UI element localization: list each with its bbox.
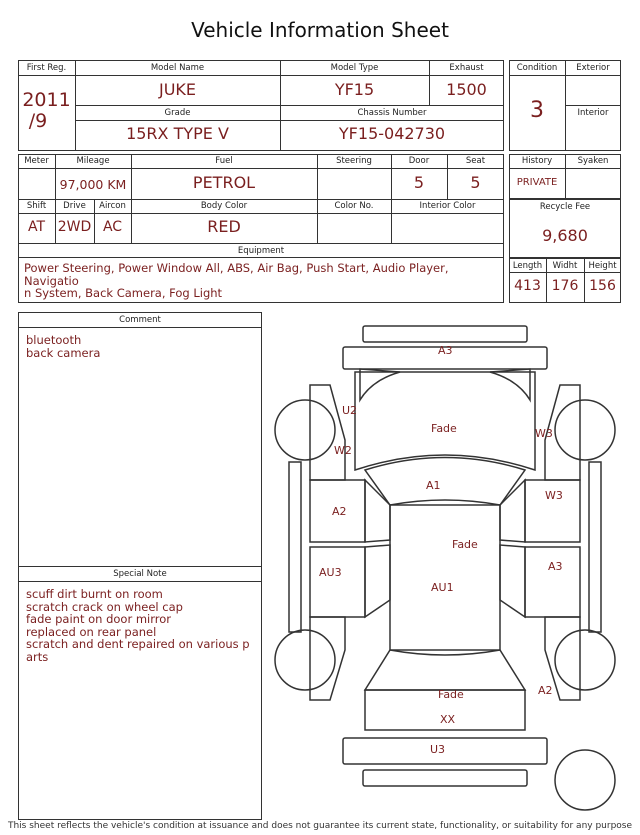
seat-value: 5 [470, 173, 481, 192]
mark-roof-center: AU1 [431, 581, 454, 594]
syaken-header: Syaken [577, 156, 609, 166]
door-header: Door [408, 156, 430, 166]
mark-rear-middle: XX [440, 713, 456, 726]
mark-right-rear: A2 [538, 684, 553, 697]
mark-left-door-front: A2 [332, 505, 347, 518]
model-type-value: YF15 [334, 80, 375, 99]
shift-value: AT [27, 219, 46, 235]
shift-header: Shift [26, 201, 47, 211]
history-header: History [521, 156, 553, 166]
special-note-header: Special Note [113, 569, 167, 579]
disclaimer-footer: This sheet reflects the vehicle's condition at issuance and does not guarantee its current state, functionality, or suitability for any purpose [7, 821, 633, 831]
interior-header: Interior [577, 108, 609, 118]
length-value: 413 [514, 278, 541, 294]
model-name-value: JUKE [158, 80, 197, 99]
body-color-value: RED [207, 217, 241, 236]
door-value: 5 [413, 173, 425, 192]
width-value: 176 [551, 278, 579, 294]
mark-windshield: A1 [426, 479, 441, 492]
grade-value: 15RX TYPE V [126, 124, 229, 143]
mark-rear-bumper: U3 [430, 743, 446, 756]
recycle-fee-header: Recycle Fee [539, 202, 591, 212]
steering-header: Steering [336, 156, 372, 166]
history-value: PRIVATE [516, 177, 558, 188]
model-name-header: Model Name [150, 63, 205, 73]
exterior-header: Exterior [576, 63, 610, 73]
meter-header: Meter [24, 156, 49, 166]
recycle-fee-value: 9,680 [542, 226, 588, 245]
color-no-header: Color No. [334, 201, 374, 211]
condition-value: 3 [530, 98, 544, 123]
chassis-header: Chassis Number [357, 108, 427, 118]
mark-right-door-rear: A3 [548, 560, 563, 573]
comment-text: bluetooth back camera [26, 333, 101, 360]
mark-roof: Fade [452, 538, 478, 551]
comment-header: Comment [119, 315, 161, 325]
mark-left-mirror: W2 [334, 444, 352, 457]
chassis-value: YF15-042730 [338, 124, 446, 143]
height-value: 156 [589, 278, 616, 294]
condition-header: Condition [516, 63, 558, 73]
drive-value: 2WD [57, 219, 92, 235]
width-header: Widht [552, 261, 578, 271]
interior-color-header: Interior Color [419, 201, 476, 211]
mark-hood: Fade [431, 422, 457, 435]
aircon-value: AC [102, 219, 123, 235]
exhaust-header: Exhaust [449, 63, 484, 73]
mileage-header: Mileage [76, 156, 110, 166]
mark-right-door-front: W3 [545, 489, 563, 502]
aircon-header: Aircon [99, 201, 126, 211]
fuel-header: Fuel [215, 156, 233, 166]
seat-header: Seat [465, 156, 486, 166]
equipment-value: Power Steering, Power Window All, ABS, Air Bag, Push Start, Audio Player, Navigatio n System, Back Camera, Fog Light [24, 261, 449, 300]
mark-left-door-rear: AU3 [319, 566, 342, 579]
page-title: Vehicle Information Sheet [191, 18, 449, 42]
model-type-header: Model Type [330, 63, 379, 73]
special-note-text: scuff dirt burnt on room scratch crack on wheel cap fade paint on door mirror replaced on rear panel scratch and dent repaired on various p arts [26, 587, 250, 664]
drive-header: Drive [63, 201, 86, 211]
mark-left-front-tyre: U2 [342, 404, 358, 417]
first-reg-month: /9 [28, 110, 48, 132]
height-header: Height [588, 261, 617, 271]
car-damage-diagram [262, 318, 630, 818]
mark-right-front: W3 [535, 427, 553, 440]
grade-header: Grade [164, 108, 191, 118]
length-header: Length [512, 261, 543, 271]
equipment-header: Equipment [237, 246, 285, 256]
mark-rear-top: Fade [438, 688, 464, 701]
mark-front: A3 [438, 344, 453, 357]
exhaust-value: 1500 [446, 80, 487, 99]
fuel-value: PETROL [192, 173, 256, 192]
body-color-header: Body Color [200, 201, 248, 211]
mileage-value: 97,000 KM [59, 177, 127, 192]
first-reg-header: First Reg. [26, 63, 67, 73]
first-reg-year: 2011 [22, 89, 71, 111]
